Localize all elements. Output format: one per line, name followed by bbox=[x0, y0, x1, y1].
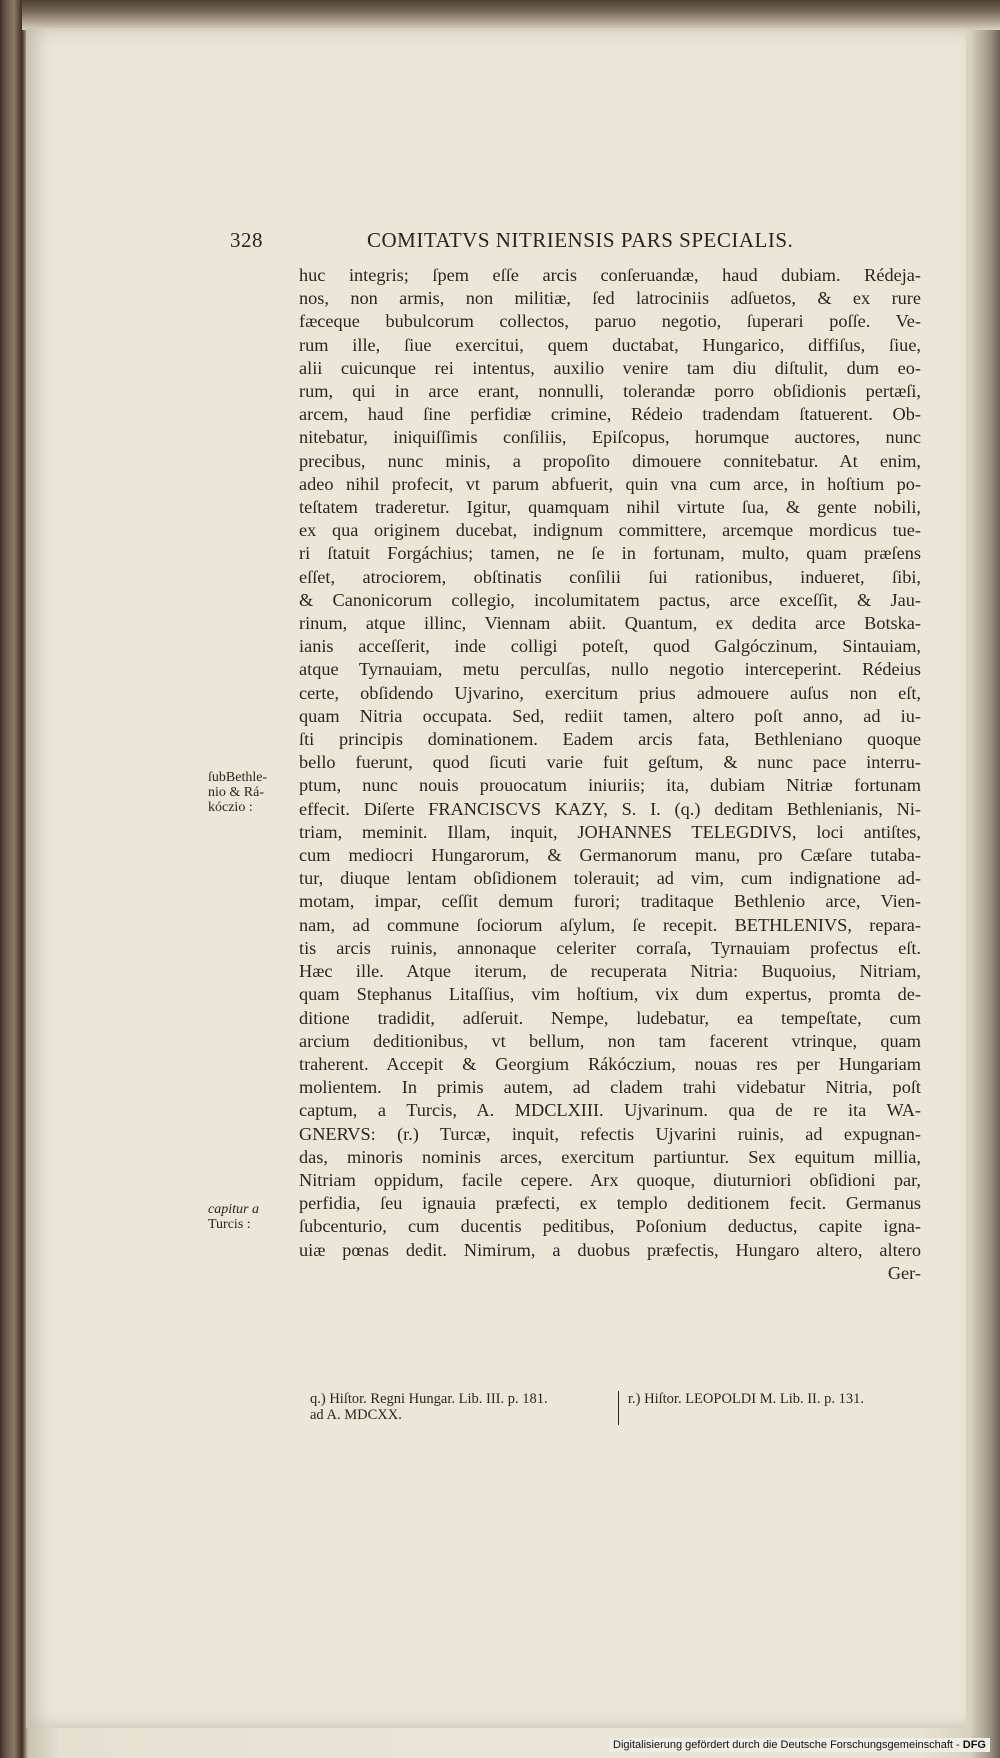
body-line: ditione tradidit, adſeruit. Nempe, ludebatur, ea tempeſtate, cum bbox=[299, 1007, 921, 1028]
credit-text: Digitalisierung gefördert durch die Deutsche Forschungsgemeinschaft - bbox=[613, 1739, 960, 1751]
body-line: motam, impar, ceſſit demum furori; traditaque Bethlenio arce, Vien- bbox=[299, 891, 921, 912]
body-line: eſſet, atrociorem, obſtinatis conſilii ſui rationibus, indueret, ſibi, bbox=[299, 566, 921, 587]
body-line: rinum, atque illinc, Viennam abiit. Quantum, ex dedita arce Botska- bbox=[299, 613, 921, 634]
body-line: das, minoris nominis arces, exercitum partiuntur. Sex equitum millia, bbox=[299, 1146, 921, 1167]
body-line: certe, obſidendo Ujvarino, exercitum prius admouere auſus non eſt, bbox=[299, 682, 921, 703]
body-line: nitebatur, iniquiſſimis conſiliis, Epiſcopus, horumque auctores, nunc bbox=[299, 427, 921, 448]
body-line: traherent. Accepit & Georgium Rákóczium, nouas res per Hungariam bbox=[299, 1053, 921, 1074]
footnotes bbox=[310, 1391, 920, 1431]
body-line: bello fuerunt, quod ſicuti varie fuit geſtum, & nunc pace interru- bbox=[299, 752, 921, 773]
page-number: 328 bbox=[230, 228, 263, 252]
footnote-line: q.) Hiſtor. Regni Hungar. Lib. III. p. 181. bbox=[310, 1391, 548, 1407]
margin-note-1 bbox=[208, 770, 300, 815]
body-line: uiæ pœnas dedit. Nimirum, a duobus præfectis, Hungaro altero, altero bbox=[299, 1239, 921, 1260]
body-line: quam Stephanus Litaſſius, vim hoſtium, vix dum expertus, promta de- bbox=[299, 984, 921, 1005]
footnote-q bbox=[310, 1391, 615, 1423]
body-line: ianis acceſſerit, inde colligi poteſt, quod Galgóczinum, Sintauiam, bbox=[299, 636, 921, 657]
body-line: alii cuicunque rei intentus, auxilio venire tam diu diſtulit, dum eo- bbox=[299, 357, 921, 378]
margin-note-line: capitur a bbox=[208, 1202, 259, 1217]
footnote-line: ad A. MDCXX. bbox=[310, 1407, 402, 1423]
body-line: cum mediocri Hungarorum, & Germanorum manu, pro Cæſare tutaba- bbox=[299, 845, 921, 866]
body-line: effecit. Diſerte FRANCISCVS KAZY, S. I. (q.) deditam Bethlenianis, Ni- bbox=[299, 798, 921, 819]
body-line: arcem, haud ſine perfidiæ crimine, Rédeio tradendam ſtatuerent. Ob- bbox=[299, 404, 921, 425]
dfg-logo-text: DFG bbox=[962, 1739, 986, 1751]
body-line: teſtatem traderetur. Igitur, quamquam nihil virtute ſua, & gente nobili, bbox=[299, 497, 921, 518]
body-line: adeo nihil profecit, vt parum abfuerit, quin vna cum arce, in hoſtium po- bbox=[299, 473, 921, 494]
body-line: GNERVS: (r.) Turcæ, inquit, refectis Ujvarini ruinis, ad expugnan- bbox=[299, 1123, 921, 1144]
body-line: atque Tyrnauiam, metu perculſas, nullo negotio interceperint. Rédeius bbox=[299, 659, 921, 680]
body-line: ſti principis dominationem. Eadem arcis fata, Bethleniano quoque bbox=[299, 729, 921, 750]
body-line: ri ſtatuit Forgáchius; tamen, ne ſe in fortunam, multo, quam præſens bbox=[299, 543, 921, 564]
margin-note-line: ſubBethle- bbox=[208, 770, 268, 785]
body-line: Nitriam oppidum, facile cepere. Arx quoque, diuturniori obſidioni par, bbox=[299, 1169, 921, 1190]
body-line: fæceque bubulcorum collectos, paruo negotio, ſuperari poſſe. Ve- bbox=[299, 311, 921, 332]
body-line: ptum, nunc nouis prouocatum iniuriis; ita, dubiam Nitriæ fortunam bbox=[299, 775, 921, 796]
margin-note-line: kóczio : bbox=[208, 800, 253, 815]
margin-note-line: nio & Rá- bbox=[208, 785, 264, 800]
body-line: Hæc ille. Atque iterum, de recuperata Nitria: Buquoius, Nitriam, bbox=[299, 961, 921, 982]
body-line: ex qua originem ducebat, indignum committere, arcemque mordicus tue- bbox=[299, 520, 921, 541]
margin-note-line: Turcis : bbox=[208, 1217, 251, 1232]
footnote-divider bbox=[618, 1391, 619, 1425]
body-line: rum ille, ſiue exercitui, quem ductabat, Hungarico, diffiſus, ſiue, bbox=[299, 334, 921, 355]
body-line: tur, diuque lentam obſidionem tolerauit; ad vim, cum indignatione ad- bbox=[299, 868, 921, 889]
body-line: tis arcis ruinis, annonaque celeriter corraſa, Tyrnauiam profectus eſt. bbox=[299, 937, 921, 958]
body-line: Ger- bbox=[887, 1262, 921, 1283]
book-top-edge bbox=[22, 0, 1000, 30]
body-line: ſubcenturio, cum ducentis peditibus, Poſonium deductus, capite igna- bbox=[299, 1216, 921, 1237]
body-line: arcium deditionibus, vt bellum, non tam facerent vtrinque, quam bbox=[299, 1030, 921, 1051]
digitization-credit bbox=[609, 1738, 990, 1752]
margin-note-2 bbox=[208, 1202, 300, 1232]
body-line: triam, meminit. Illam, inquit, JOHANNES TELEGDIVS, loci antiſtes, bbox=[299, 821, 921, 842]
body-line: precibus, nunc minis, a propoſito dimouere connitebatur. At enim, bbox=[299, 450, 921, 471]
body-line: quam Nitria occupata. Sed, rediit tamen, altero poſt anno, ad iu- bbox=[299, 705, 921, 726]
body-text bbox=[299, 264, 921, 1285]
body-line: huc integris; ſpem eſſe arcis conſeruandæ, haud dubiam. Rédeja- bbox=[299, 265, 921, 285]
body-line: molientem. In primis autem, ad cladem trahi videbatur Nitria, poſt bbox=[299, 1077, 921, 1098]
body-line: rum, qui in arce erant, nonnulli, tolerandæ porro obſidionis pertæſi, bbox=[299, 381, 921, 402]
body-line: perfidia, ſeu ignauia præfecti, ex templo deditionem fecit. Germanus bbox=[299, 1193, 921, 1214]
body-line: nos, non armis, non militiæ, ſed latrociniis adſuetos, & ex rure bbox=[299, 288, 921, 309]
running-title: COMITATVS NITRIENSIS PARS SPECIALIS. bbox=[367, 228, 794, 252]
body-line: captum, a Turcis, A. MDCLXIII. Ujvarinum. qua de re ita WA- bbox=[299, 1100, 921, 1121]
body-line: nam, ad commune ſociorum aſylum, ſe recepit. BETHLENIVS, repara- bbox=[299, 914, 921, 935]
footnote-r: r.) Hiſtor. LEOPOLDI M. Lib. II. p. 131. bbox=[628, 1391, 865, 1407]
body-line: & Canonicorum collegio, incolumitatem pactus, arce exceſſit, & Jau- bbox=[299, 589, 921, 610]
